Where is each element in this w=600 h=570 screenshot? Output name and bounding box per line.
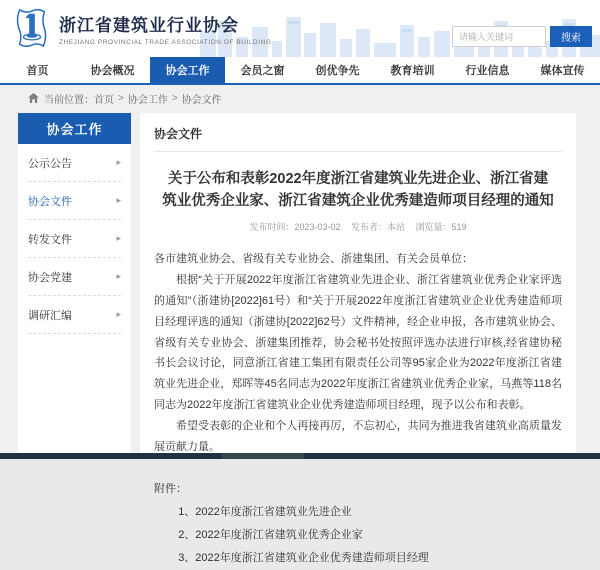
sidebar-item-label: 转发文件 xyxy=(28,233,72,246)
section-title: 协会文件 xyxy=(154,125,562,152)
sidebar-item-forwarded-documents[interactable] xyxy=(28,220,121,258)
publish-time: 发布时间：2023-03-02 xyxy=(249,221,341,232)
sidebar-item-label: 协会党建 xyxy=(28,271,72,284)
article-paragraph: 根据“关于开展2022年度浙江省建筑业先进企业、浙江省建筑业优秀企业家评选的通知”（浙建协[2022]61号）和“关于开展2022年度浙江省建筑业企业优秀建造师项目经理评选的通知（浙建协[2022]62号）文件精神，经企业申报，各市建筑业协会、省级有关专业协会、浙建集团推荐，协会秘书处按照评选办法进行审核,经省建协秘书长会议讨论，同意浙江省建工集团有限责任公司等95家企业为2022年度浙江省建筑业先进企业，郑晖等45名同志为2022年度浙江省建筑业优秀企业家，马燕等118名同志为2022年度浙江省建筑业企业优秀建造师项目经理，现予以公布和表彰。 xyxy=(154,273,562,412)
sidebar-item-association-documents[interactable] xyxy=(28,182,121,220)
breadcrumb-separator: > xyxy=(171,92,178,104)
publisher: 发布者：本站 xyxy=(351,221,406,232)
chevron-right-icon: ▸ xyxy=(116,233,121,243)
sidebar-item-label: 调研汇编 xyxy=(28,309,72,322)
search-button[interactable]: 搜索 xyxy=(550,26,592,47)
nav-item-home[interactable]: 首页 xyxy=(26,65,49,77)
nav-item-excellence[interactable]: 创优争先 xyxy=(315,65,360,77)
chevron-right-icon: ▸ xyxy=(116,195,121,205)
attachments-label: 附件： xyxy=(154,482,187,495)
breadcrumb-association-work[interactable]: 协会工作 xyxy=(127,94,168,106)
nav-item-members[interactable]: 会员之窗 xyxy=(240,65,285,77)
footer-bar xyxy=(0,453,600,459)
nav-item-association-work[interactable]: 协会工作 xyxy=(150,57,225,83)
search-input[interactable] xyxy=(452,26,546,47)
association-emblem-icon xyxy=(13,7,51,49)
sidebar-title: 协会工作 xyxy=(18,113,131,144)
article-title: 关于公布和表彰2022年度浙江省建筑业先进企业、浙江省建筑业优秀企业家、浙江省建筑企业优秀建造师项目经理的通知 xyxy=(162,171,554,210)
nav-item-media[interactable]: 媒体宣传 xyxy=(540,65,585,77)
breadcrumb-separator: > xyxy=(118,92,124,104)
nav-item-training[interactable]: 教育培训 xyxy=(390,65,435,77)
sidebar-item-research-compilation[interactable] xyxy=(28,296,121,334)
sidebar xyxy=(18,113,131,453)
article-meta xyxy=(154,220,562,233)
site-header xyxy=(0,0,600,57)
attachments-section xyxy=(154,478,562,570)
view-count: 浏览量：519 xyxy=(415,221,467,232)
logo[interactable] xyxy=(13,7,271,49)
sidebar-item-party-building[interactable] xyxy=(28,258,121,296)
nav-item-industry-info[interactable]: 行业信息 xyxy=(465,65,510,77)
search-bar xyxy=(452,26,592,47)
breadcrumb-home[interactable]: 首页 xyxy=(94,94,114,106)
chevron-right-icon: ▸ xyxy=(116,157,121,167)
attachment-link[interactable]: 2、2022年度浙江省建筑业优秀企业家 xyxy=(178,529,363,542)
home-icon xyxy=(28,93,39,103)
content-columns xyxy=(18,113,576,565)
article-body xyxy=(154,249,562,458)
chevron-right-icon: ▸ xyxy=(116,309,121,319)
attachment-link[interactable]: 3、2022年度浙江省建筑业企业优秀建造师项目经理 xyxy=(178,552,429,565)
site-title: 浙江省建筑业行业协会 xyxy=(59,15,239,35)
attachment-link[interactable]: 1、2022年度浙江省建筑业先进企业 xyxy=(178,505,352,518)
logo-text xyxy=(59,11,271,46)
site-subtitle: ZHEJIANG PROVINCIAL TRADE ASSOCIATION OF BUILDING xyxy=(59,38,272,46)
main-panel xyxy=(140,113,576,565)
footer-bar-segment xyxy=(222,453,304,459)
sidebar-menu xyxy=(18,144,131,334)
article-salutation: 各市建筑业协会、省级有关专业协会、浙建集团、有关会员单位： xyxy=(154,252,473,265)
sidebar-item-label: 公示公告 xyxy=(28,157,72,170)
article-paragraph: 希望受表彰的企业和个人再接再厉，不忘初心，共同为推进我省建筑业高质量发展贡献力量。 xyxy=(154,420,562,453)
chevron-right-icon: ▸ xyxy=(116,271,121,281)
sidebar-item-public-notices[interactable] xyxy=(28,144,121,182)
main-nav xyxy=(0,57,600,85)
breadcrumb-prefix: 当前位置： xyxy=(44,94,94,106)
nav-item-about[interactable]: 协会概况 xyxy=(90,65,135,77)
breadcrumb xyxy=(0,85,600,111)
sidebar-item-label: 协会文件 xyxy=(28,195,72,208)
breadcrumb-current: 协会文件 xyxy=(181,94,222,106)
